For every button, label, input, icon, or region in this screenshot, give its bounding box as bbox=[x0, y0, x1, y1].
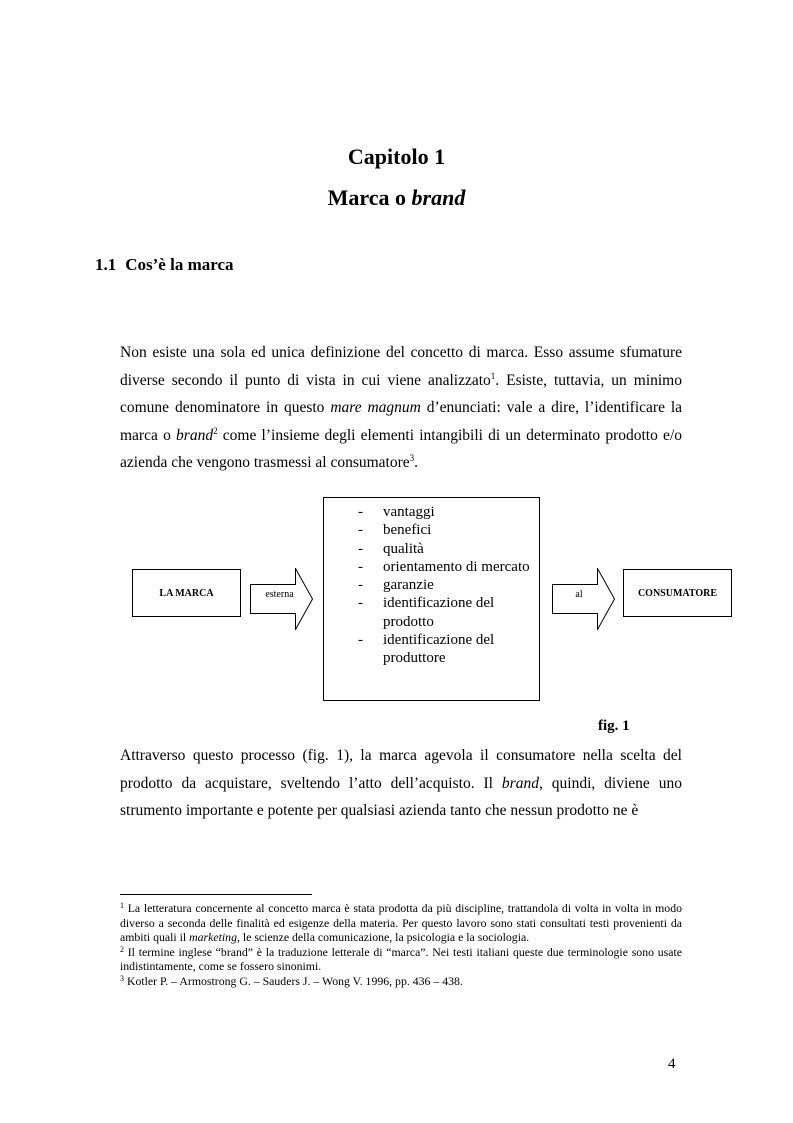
footnote-ref-2[interactable]: 2 bbox=[213, 425, 218, 436]
footnote-number: 1 bbox=[120, 901, 124, 910]
list-item bbox=[358, 594, 533, 631]
italic-term: brand bbox=[501, 774, 539, 792]
paragraph-intro bbox=[120, 339, 682, 477]
text-run: come l’insieme degli elementi intangibili di un determinato prodotto e/o azienda che vengono trasmessi al consumatore bbox=[120, 426, 682, 471]
paragraph-process bbox=[120, 742, 682, 825]
item-label: vantaggi bbox=[383, 504, 435, 520]
bullet-dash: - bbox=[358, 577, 363, 594]
footnote-text: La letteratura concernente al concetto marca è stata prodotta da più discipline, trattandola di volta in volta in modo diverso a seconda delle finalità ed esigenze della materia. Per questo lavoro sono stati consultati testi provenienti da ambiti quali il bbox=[120, 901, 682, 945]
arrow-esterna-label: esterna bbox=[265, 589, 294, 600]
italic-term: mare magnum bbox=[330, 399, 421, 416]
bullet-dash: - bbox=[358, 504, 363, 520]
item-label: qualità bbox=[383, 540, 424, 557]
node-la-marca: LA MARCA bbox=[132, 569, 241, 617]
footnote-separator bbox=[120, 894, 312, 895]
footnote-3 bbox=[120, 974, 682, 989]
item-label: orientamento di mercato bbox=[383, 558, 530, 575]
italic-term: marketing bbox=[189, 930, 237, 945]
footnote-text: , le scienze della comunicazione, la psicologia e la sociologia. bbox=[236, 930, 530, 945]
chapter-subtitle bbox=[0, 185, 793, 211]
list-item bbox=[358, 558, 533, 576]
footnote-number: 3 bbox=[120, 973, 124, 983]
list-item bbox=[358, 503, 533, 521]
chapter-subtitle-italic: brand bbox=[411, 185, 466, 210]
text-run: Non esiste una sola ed unica definizione del concetto di marca. Esso assume sfumature diverse secondo il punto di vista in cui viene analizzato bbox=[120, 344, 682, 389]
section-title: Cos’è la marca bbox=[125, 255, 234, 274]
list-item bbox=[358, 540, 533, 558]
list-item bbox=[358, 631, 533, 668]
list-item bbox=[358, 576, 533, 594]
attributes-box bbox=[323, 497, 540, 701]
footnote-ref-3[interactable]: 3 bbox=[409, 453, 415, 463]
footnotes bbox=[120, 901, 682, 989]
text-run: Attraverso questo processo (fig. 1), la marca agevola il consumatore nella scelta del prodotto da acquistare, sveltendo l’atto dell’acquisto. Il bbox=[120, 747, 682, 792]
item-label: garanzie bbox=[383, 577, 434, 594]
footnote-text: Kotler P. – Armostrong G. – Sauders J. – Wong V. 1996, pp. 436 – 438. bbox=[124, 973, 463, 988]
bullet-dash: - bbox=[358, 540, 363, 557]
arrow-al-label: al bbox=[575, 589, 583, 600]
node-consumatore: CONSUMATORE bbox=[623, 569, 732, 617]
bullet-dash: - bbox=[358, 558, 363, 575]
chapter-subtitle-plain: Marca o bbox=[327, 185, 412, 210]
footnote-text: Il termine inglese “brand” è la traduzione letterale di “marca”. Nei testi italiani queste due terminologie sono usate indistintamente, come se fossero sinonimi. bbox=[120, 944, 682, 974]
footnote-ref-1[interactable]: 1 bbox=[490, 370, 496, 381]
attributes-list bbox=[358, 503, 533, 668]
section-number: 1.1 bbox=[95, 255, 117, 274]
figure-caption: fig. 1 bbox=[598, 718, 630, 734]
text-run: d’enunciati: vale a dire, l’identificare la marca o bbox=[120, 399, 683, 444]
section-heading bbox=[95, 255, 234, 275]
bullet-dash: - bbox=[358, 595, 363, 612]
italic-term: brand bbox=[176, 426, 214, 444]
bullet-dash: - bbox=[358, 522, 363, 539]
text-run: . bbox=[414, 454, 419, 471]
text-run: . Esiste, tuttavia, un minimo comune denominatore in questo bbox=[120, 371, 682, 416]
item-label: benefici bbox=[383, 522, 432, 539]
list-item bbox=[358, 521, 533, 539]
page-number: 4 bbox=[668, 1056, 676, 1072]
text-run: , quindi, diviene uno strumento importante e potente per qualsiasi azienda tanto che nessun prodotto ne è bbox=[120, 774, 682, 819]
chapter-title: Capitolo 1 bbox=[347, 144, 446, 169]
bullet-dash: - bbox=[358, 632, 363, 649]
footnote-1 bbox=[120, 901, 682, 945]
item-label: identificazione del produttore bbox=[383, 632, 495, 667]
item-label: identificazione del prodotto bbox=[383, 595, 495, 630]
footnote-2 bbox=[120, 945, 682, 974]
footnote-number: 2 bbox=[120, 944, 124, 954]
